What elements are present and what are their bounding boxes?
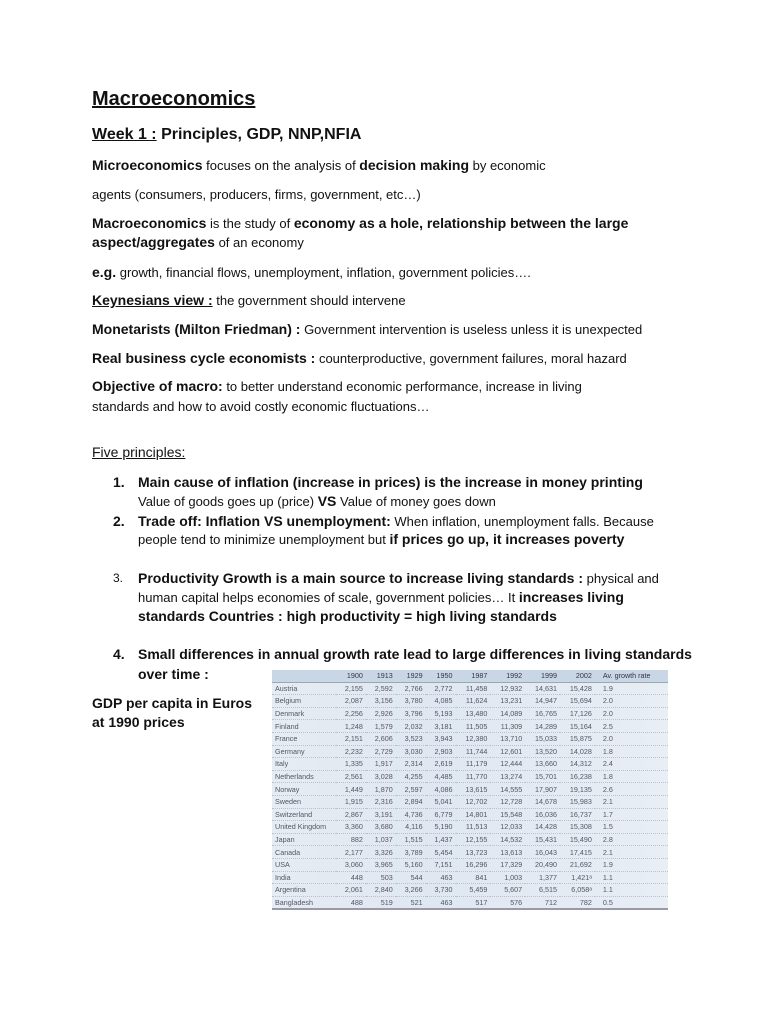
table-row bbox=[272, 732, 668, 745]
country-cell: Switzerland bbox=[272, 808, 336, 821]
bold-text: aspect/aggregates bbox=[92, 234, 215, 250]
column-header: 1900 bbox=[336, 670, 366, 682]
value-cell: 15,033 bbox=[525, 732, 560, 745]
value-cell: 11,770 bbox=[456, 770, 491, 783]
value-cell: 1,421ᵃ bbox=[560, 871, 595, 884]
principles-heading: Five principles: bbox=[92, 444, 186, 460]
value-cell: 15,428 bbox=[560, 682, 595, 695]
principle-4-line-1: Small differences in annual growth rate lead to large differences in living standards bbox=[138, 646, 692, 662]
table-row bbox=[272, 720, 668, 733]
value-cell: 2.8 bbox=[595, 833, 668, 846]
value-cell: 1.1 bbox=[595, 884, 668, 897]
value-cell: 2,729 bbox=[366, 745, 396, 758]
value-cell: 1,377 bbox=[525, 871, 560, 884]
value-cell: 2.0 bbox=[595, 732, 668, 745]
value-cell: 13,274 bbox=[490, 770, 525, 783]
text: When inflation, unemployment falls. Because bbox=[390, 514, 654, 529]
value-cell: 14,089 bbox=[490, 707, 525, 720]
text: by economic bbox=[469, 158, 546, 173]
value-cell: 2,592 bbox=[366, 682, 396, 695]
value-cell: 11,624 bbox=[456, 695, 491, 708]
term: Keynesians view : bbox=[92, 292, 213, 308]
principle-3-line-2 bbox=[138, 589, 624, 605]
table-row bbox=[272, 846, 668, 859]
value-cell: 2,032 bbox=[396, 720, 426, 733]
list-number: 3. bbox=[113, 571, 124, 585]
value-cell: 5,160 bbox=[396, 858, 426, 871]
value-cell: 2,151 bbox=[336, 732, 366, 745]
value-cell: 782 bbox=[560, 896, 595, 909]
value-cell: 3,191 bbox=[366, 808, 396, 821]
value-cell: 11,309 bbox=[490, 720, 525, 733]
value-cell: 2,061 bbox=[336, 884, 366, 897]
monetarists-line bbox=[92, 321, 642, 337]
value-cell: 1.1 bbox=[595, 871, 668, 884]
text: Value of goods goes up (price) bbox=[138, 494, 318, 509]
value-cell: 2,316 bbox=[366, 795, 396, 808]
value-cell: 2,256 bbox=[336, 707, 366, 720]
table-row bbox=[272, 808, 668, 821]
value-cell: 503 bbox=[366, 871, 396, 884]
table-row bbox=[272, 707, 668, 720]
value-cell: 2,232 bbox=[336, 745, 366, 758]
value-cell: 1,515 bbox=[396, 833, 426, 846]
value-cell: 14,289 bbox=[525, 720, 560, 733]
text: human capital helps economies of scale, government policies… It bbox=[138, 590, 519, 605]
value-cell: 16,765 bbox=[525, 707, 560, 720]
value-cell: 19,135 bbox=[560, 783, 595, 796]
country-cell: Norway bbox=[272, 783, 336, 796]
value-cell: 3,796 bbox=[396, 707, 426, 720]
macro-line-2 bbox=[92, 234, 304, 250]
value-cell: 12,601 bbox=[490, 745, 525, 758]
text: Government intervention is useless unless it is unexpected bbox=[300, 322, 643, 337]
micro-line-1 bbox=[92, 157, 546, 173]
value-cell: 1.9 bbox=[595, 858, 668, 871]
value-cell: 3,266 bbox=[396, 884, 426, 897]
table-row bbox=[272, 745, 668, 758]
value-cell: 882 bbox=[336, 833, 366, 846]
value-cell: 5,459 bbox=[456, 884, 491, 897]
value-cell: 2.1 bbox=[595, 846, 668, 859]
value-cell: 1,003 bbox=[490, 871, 525, 884]
value-cell: 12,444 bbox=[490, 758, 525, 771]
bold-text: if prices go up, it increases poverty bbox=[389, 531, 625, 547]
value-cell: 2,619 bbox=[426, 758, 456, 771]
value-cell: 1,915 bbox=[336, 795, 366, 808]
value-cell: 1,037 bbox=[366, 833, 396, 846]
caption-line: GDP per capita in Euros bbox=[92, 695, 253, 711]
text: focuses on the analysis of bbox=[202, 158, 360, 173]
term: e.g. bbox=[92, 264, 117, 280]
rbc-line bbox=[92, 350, 627, 366]
value-cell: 3,730 bbox=[426, 884, 456, 897]
value-cell: 544 bbox=[396, 871, 426, 884]
value-cell: 1,449 bbox=[336, 783, 366, 796]
value-cell: 15,164 bbox=[560, 720, 595, 733]
column-header: 1929 bbox=[396, 670, 426, 682]
value-cell: 5,041 bbox=[426, 795, 456, 808]
column-header: Av. growth rate bbox=[595, 670, 668, 682]
value-cell: 3,181 bbox=[426, 720, 456, 733]
caption-line: at 1990 prices bbox=[92, 714, 185, 730]
value-cell: 15,308 bbox=[560, 821, 595, 834]
value-cell: 3,028 bbox=[366, 770, 396, 783]
term: Monetarists (Milton Friedman) : bbox=[92, 321, 301, 337]
value-cell: 519 bbox=[366, 896, 396, 909]
list-number: 4. bbox=[113, 646, 125, 662]
value-cell: 1,437 bbox=[426, 833, 456, 846]
value-cell: 2.5 bbox=[595, 720, 668, 733]
value-cell: 463 bbox=[426, 871, 456, 884]
value-cell: 11,505 bbox=[456, 720, 491, 733]
value-cell: 1,870 bbox=[366, 783, 396, 796]
value-cell: 6,515 bbox=[525, 884, 560, 897]
value-cell: 12,932 bbox=[490, 682, 525, 695]
value-cell: 5,190 bbox=[426, 821, 456, 834]
country-cell: USA bbox=[272, 858, 336, 871]
value-cell: 21,692 bbox=[560, 858, 595, 871]
value-cell: 2,867 bbox=[336, 808, 366, 821]
value-cell: 2,155 bbox=[336, 682, 366, 695]
value-cell: 3,326 bbox=[366, 846, 396, 859]
value-cell: 11,458 bbox=[456, 682, 491, 695]
gdp-caption bbox=[92, 694, 252, 732]
week-heading bbox=[92, 126, 361, 144]
value-cell: 15,983 bbox=[560, 795, 595, 808]
table-row bbox=[272, 858, 668, 871]
objective-line-2: standards and how to avoid costly economic fluctuations… bbox=[92, 399, 430, 414]
list-number: 1. bbox=[113, 474, 125, 490]
value-cell: 13,613 bbox=[490, 846, 525, 859]
value-cell: 5,193 bbox=[426, 707, 456, 720]
value-cell: 841 bbox=[456, 871, 491, 884]
value-cell: 2,772 bbox=[426, 682, 456, 695]
value-cell: 2,766 bbox=[396, 682, 426, 695]
value-cell: 14,801 bbox=[456, 808, 491, 821]
value-cell: 712 bbox=[525, 896, 560, 909]
term: Macroeconomics bbox=[92, 215, 207, 231]
value-cell: 4,085 bbox=[426, 695, 456, 708]
value-cell: 14,532 bbox=[490, 833, 525, 846]
principle-3-line-1 bbox=[138, 570, 659, 586]
term: Real business cycle economists : bbox=[92, 350, 316, 366]
value-cell: 15,694 bbox=[560, 695, 595, 708]
country-cell: Germany bbox=[272, 745, 336, 758]
text: physical and bbox=[583, 571, 659, 586]
micro-line-2: agents (consumers, producers, firms, government, etc…) bbox=[92, 187, 421, 202]
value-cell: 14,631 bbox=[525, 682, 560, 695]
value-cell: 4,485 bbox=[426, 770, 456, 783]
bold-text: economy as a hole, relationship between the large bbox=[293, 215, 629, 231]
country-cell: Belgium bbox=[272, 695, 336, 708]
value-cell: 2,840 bbox=[366, 884, 396, 897]
value-cell: 13,231 bbox=[490, 695, 525, 708]
bold-text: decision making bbox=[359, 157, 469, 173]
value-cell: 14,312 bbox=[560, 758, 595, 771]
value-cell: 2,177 bbox=[336, 846, 366, 859]
column-header: 1999 bbox=[525, 670, 560, 682]
value-cell: 521 bbox=[396, 896, 426, 909]
value-cell: 1,335 bbox=[336, 758, 366, 771]
table-row bbox=[272, 884, 668, 897]
column-header: 1992 bbox=[490, 670, 525, 682]
value-cell: 1.8 bbox=[595, 770, 668, 783]
value-cell: 2,926 bbox=[366, 707, 396, 720]
value-cell: 11,179 bbox=[456, 758, 491, 771]
value-cell: 2,087 bbox=[336, 695, 366, 708]
value-cell: 4,736 bbox=[396, 808, 426, 821]
value-cell: 2,314 bbox=[396, 758, 426, 771]
table-row bbox=[272, 795, 668, 808]
value-cell: 17,907 bbox=[525, 783, 560, 796]
text: counterproductive, government failures, moral hazard bbox=[315, 351, 627, 366]
value-cell: 2,903 bbox=[426, 745, 456, 758]
country-cell: Sweden bbox=[272, 795, 336, 808]
value-cell: 12,380 bbox=[456, 732, 491, 745]
value-cell: 16,043 bbox=[525, 846, 560, 859]
week-label: Week 1 : bbox=[92, 126, 157, 143]
value-cell: 7,151 bbox=[426, 858, 456, 871]
doc-title: Macroeconomics bbox=[92, 88, 256, 110]
value-cell: 15,431 bbox=[525, 833, 560, 846]
eg-line bbox=[92, 264, 531, 280]
objective-line-1 bbox=[92, 378, 582, 394]
list-number: 2. bbox=[113, 513, 125, 529]
table-row bbox=[272, 896, 668, 909]
value-cell: 15,548 bbox=[490, 808, 525, 821]
value-cell: 576 bbox=[490, 896, 525, 909]
value-cell: 14,555 bbox=[490, 783, 525, 796]
value-cell: 3,789 bbox=[396, 846, 426, 859]
value-cell: 2.1 bbox=[595, 795, 668, 808]
text: growth, financial flows, unemployment, inflation, government policies…. bbox=[116, 265, 531, 280]
column-header: 1913 bbox=[366, 670, 396, 682]
country-cell: Japan bbox=[272, 833, 336, 846]
table-row bbox=[272, 783, 668, 796]
value-cell: 13,710 bbox=[490, 732, 525, 745]
value-cell: 4,086 bbox=[426, 783, 456, 796]
principle-1-sub bbox=[138, 493, 496, 509]
text: is the study of bbox=[206, 216, 294, 231]
keynes-line bbox=[92, 292, 406, 308]
value-cell: 3,965 bbox=[366, 858, 396, 871]
value-cell: 3,030 bbox=[396, 745, 426, 758]
value-cell: 5,454 bbox=[426, 846, 456, 859]
value-cell: 1.5 bbox=[595, 821, 668, 834]
gdp-table bbox=[272, 670, 668, 910]
value-cell: 12,033 bbox=[490, 821, 525, 834]
value-cell: 1.8 bbox=[595, 745, 668, 758]
value-cell: 4,116 bbox=[396, 821, 426, 834]
value-cell: 2.0 bbox=[595, 695, 668, 708]
table-row bbox=[272, 821, 668, 834]
value-cell: 517 bbox=[456, 896, 491, 909]
country-cell: Austria bbox=[272, 682, 336, 695]
table-row bbox=[272, 871, 668, 884]
term: Objective of macro: bbox=[92, 378, 223, 394]
column-header: 1950 bbox=[426, 670, 456, 682]
value-cell: 14,028 bbox=[560, 745, 595, 758]
country-cell: Finland bbox=[272, 720, 336, 733]
country-cell: Italy bbox=[272, 758, 336, 771]
value-cell: 20,490 bbox=[525, 858, 560, 871]
value-cell: 1.9 bbox=[595, 682, 668, 695]
value-cell: 12,702 bbox=[456, 795, 491, 808]
value-cell: 1,917 bbox=[366, 758, 396, 771]
column-header: 1987 bbox=[456, 670, 491, 682]
value-cell: 15,875 bbox=[560, 732, 595, 745]
value-cell: 15,490 bbox=[560, 833, 595, 846]
country-cell: India bbox=[272, 871, 336, 884]
country-cell: Bangladesh bbox=[272, 896, 336, 909]
value-cell: 6,779 bbox=[426, 808, 456, 821]
country-cell: Netherlands bbox=[272, 770, 336, 783]
value-cell: 1,579 bbox=[366, 720, 396, 733]
table-row bbox=[272, 682, 668, 695]
bold-text: Trade off: Inflation VS unemployment: bbox=[138, 513, 391, 529]
value-cell: 3,943 bbox=[426, 732, 456, 745]
week-topic: Principles, GDP, NNP,NFIA bbox=[161, 126, 362, 143]
value-cell: 16,238 bbox=[560, 770, 595, 783]
value-cell: 2.0 bbox=[595, 707, 668, 720]
value-cell: 2,561 bbox=[336, 770, 366, 783]
value-cell: 13,615 bbox=[456, 783, 491, 796]
value-cell: 12,155 bbox=[456, 833, 491, 846]
country-cell: Denmark bbox=[272, 707, 336, 720]
value-cell: 11,744 bbox=[456, 745, 491, 758]
country-cell: France bbox=[272, 732, 336, 745]
principle-1-title: Main cause of inflation (increase in prices) is the increase in money printing bbox=[138, 474, 643, 490]
value-cell: 17,126 bbox=[560, 707, 595, 720]
table-row bbox=[272, 695, 668, 708]
column-header bbox=[272, 670, 336, 682]
value-cell: 16,036 bbox=[525, 808, 560, 821]
macro-line-1 bbox=[92, 215, 628, 231]
value-cell: 14,428 bbox=[525, 821, 560, 834]
value-cell: 1,248 bbox=[336, 720, 366, 733]
bold-text: VS bbox=[317, 493, 337, 509]
value-cell: 6,058ᵃ bbox=[560, 884, 595, 897]
value-cell: 16,737 bbox=[560, 808, 595, 821]
table-row bbox=[272, 758, 668, 771]
principle-4-line-2: over time : bbox=[138, 666, 209, 682]
value-cell: 4,255 bbox=[396, 770, 426, 783]
value-cell: 2,894 bbox=[396, 795, 426, 808]
value-cell: 13,520 bbox=[525, 745, 560, 758]
value-cell: 14,947 bbox=[525, 695, 560, 708]
value-cell: 488 bbox=[336, 896, 366, 909]
value-cell: 3,060 bbox=[336, 858, 366, 871]
bold-text: increases living bbox=[518, 589, 624, 605]
value-cell: 3,156 bbox=[366, 695, 396, 708]
value-cell: 3,780 bbox=[396, 695, 426, 708]
country-cell: Canada bbox=[272, 846, 336, 859]
text: people tend to minimize unemployment but bbox=[138, 532, 390, 547]
value-cell: 0.5 bbox=[595, 896, 668, 909]
value-cell: 2,597 bbox=[396, 783, 426, 796]
value-cell: 448 bbox=[336, 871, 366, 884]
principle-2-line-1 bbox=[138, 513, 654, 529]
country-cell: Argentina bbox=[272, 884, 336, 897]
value-cell: 12,728 bbox=[490, 795, 525, 808]
text: Value of money goes down bbox=[336, 494, 496, 509]
value-cell: 11,513 bbox=[456, 821, 491, 834]
value-cell: 1.7 bbox=[595, 808, 668, 821]
principle-3-line-3: standards Countries : high productivity = high living standards bbox=[138, 608, 557, 624]
value-cell: 2,606 bbox=[366, 732, 396, 745]
value-cell: 2.4 bbox=[595, 758, 668, 771]
table-row bbox=[272, 833, 668, 846]
principle-2-line-2 bbox=[138, 531, 624, 547]
value-cell: 17,329 bbox=[490, 858, 525, 871]
text: of an economy bbox=[214, 235, 304, 250]
value-cell: 2.6 bbox=[595, 783, 668, 796]
table-row bbox=[272, 770, 668, 783]
value-cell: 463 bbox=[426, 896, 456, 909]
text: to better understand economic performance, increase in living bbox=[222, 379, 582, 394]
text: the government should intervene bbox=[212, 293, 406, 308]
value-cell: 17,415 bbox=[560, 846, 595, 859]
value-cell: 14,678 bbox=[525, 795, 560, 808]
value-cell: 3,523 bbox=[396, 732, 426, 745]
value-cell: 13,660 bbox=[525, 758, 560, 771]
value-cell: 3,680 bbox=[366, 821, 396, 834]
value-cell: 5,607 bbox=[490, 884, 525, 897]
table-header-row bbox=[272, 670, 668, 682]
value-cell: 13,480 bbox=[456, 707, 491, 720]
bold-text: Productivity Growth is a main source to increase living standards : bbox=[138, 570, 584, 586]
column-header: 2002 bbox=[560, 670, 595, 682]
value-cell: 16,296 bbox=[456, 858, 491, 871]
term: Microeconomics bbox=[92, 157, 203, 173]
value-cell: 3,360 bbox=[336, 821, 366, 834]
value-cell: 13,723 bbox=[456, 846, 491, 859]
country-cell: United Kingdom bbox=[272, 821, 336, 834]
value-cell: 15,701 bbox=[525, 770, 560, 783]
